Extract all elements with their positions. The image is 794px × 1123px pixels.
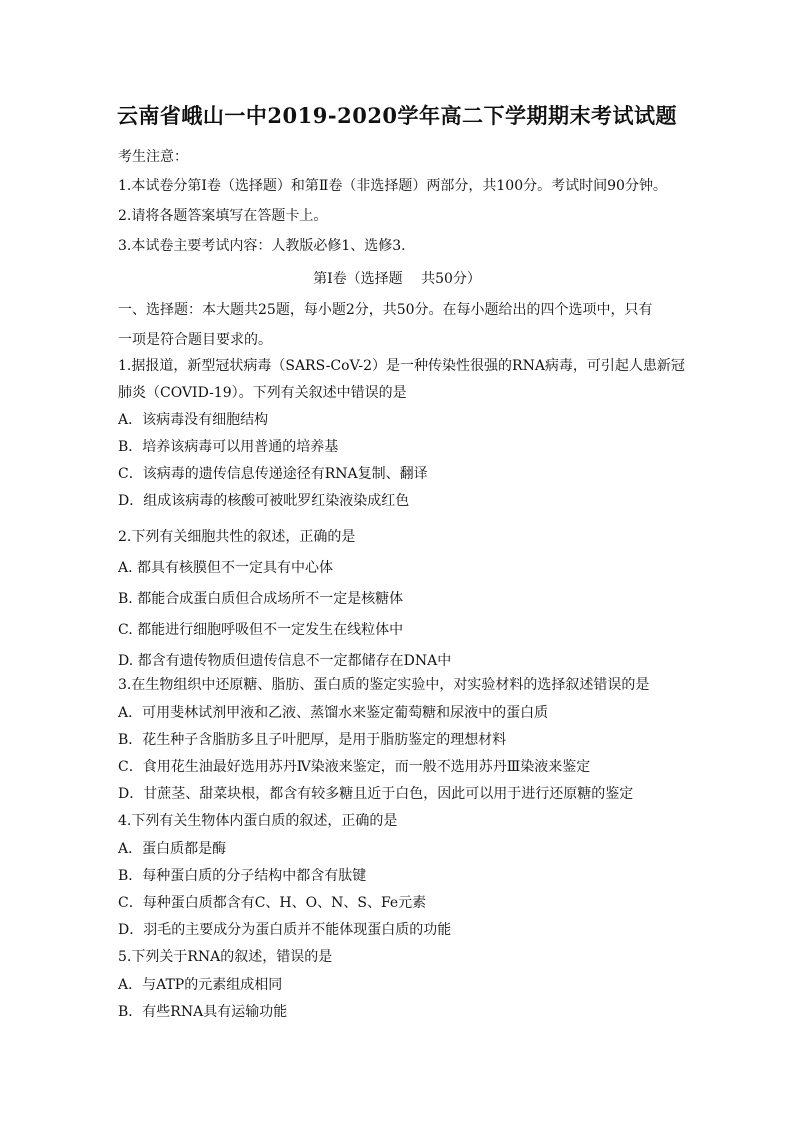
question-1-stem: 肺炎（COVID-19）。下列有关叙述中错误的是 (118, 385, 407, 401)
question-3-option-d: D．甘蔗茎、甜菜块根，都含有较多糖且近于白色，因此可以用于进行还原糖的鉴定 (118, 786, 634, 802)
instructions-line: 一、选择题：本大题共25题，每小题2分，共50分。在每小题给出的四个选项中，只有 (118, 302, 653, 318)
question-2-option-a: A. 都具有核膜但不一定具有中心体 (118, 560, 334, 576)
question-2-stem: 2.下列有关细胞共性的叙述，正确的是 (118, 529, 356, 545)
question-2-option-c: C. 都能进行细胞呼吸但不一定发生在线粒体中 (118, 622, 404, 638)
question-1-option-b: B．培养该病毒可以用普通的培养基 (118, 439, 339, 455)
question-1-option-c: C．该病毒的遗传信息传递途径有RNA复制、翻译 (118, 466, 428, 482)
question-1-option-d: D．组成该病毒的核酸可被吡罗红染液染成红色 (118, 493, 410, 509)
question-1-option-a: A．该病毒没有细胞结构 (118, 412, 269, 428)
question-5-option-a: A．与ATP的元素组成相同 (118, 977, 283, 993)
notice-item: 1.本试卷分第Ⅰ卷（选择题）和第Ⅱ卷（非选择题）两部分，共100分。考试时间90分钟。 (118, 178, 667, 194)
question-4-option-d: D．羽毛的主要成分为蛋白质并不能体现蛋白质的功能 (118, 922, 452, 938)
question-4-option-b: B．每种蛋白质的分子结构中都含有肽键 (118, 868, 367, 884)
question-3-option-c: C．食用花生油最好选用苏丹Ⅳ染液来鉴定，而一般不选用苏丹Ⅲ染液来鉴定 (118, 759, 591, 775)
notice-item: 2.请将各题答案填写在答题卡上。 (118, 208, 328, 224)
question-5-option-b: B．有些RNA具有运输功能 (118, 1004, 288, 1020)
question-3-stem: 3.在生物组织中还原糖、脂肪、蛋白质的鉴定实验中，对实验材料的选择叙述错误的是 (118, 677, 650, 693)
document-title: 云南省峨山一中2019-2020学年高二下学期期末考试试题 (116, 103, 678, 128)
question-5-stem: 5.下列关于RNA的叙述，错误的是 (118, 949, 333, 965)
question-4-option-c: C．每种蛋白质都含有C、H、O、N、S、Fe元素 (118, 895, 427, 911)
question-2-option-b: B. 都能合成蛋白质但合成场所不一定是核糖体 (118, 591, 404, 607)
question-2-option-d: D. 都含有遗传物质但遗传信息不一定都储存在DNA中 (118, 653, 452, 669)
section-title: 第Ⅰ卷（选择题 共50分） (313, 271, 481, 287)
question-4-option-a: A．蛋白质都是酶 (118, 841, 227, 857)
question-1-stem: 1.据报道，新型冠状病毒（SARS-CoV-2）是一种传染性很强的RNA病毒，可引起人患新冠 (118, 358, 685, 374)
instructions-line: 一项是符合题目要求的。 (118, 332, 272, 348)
notice-heading: 考生注意： (118, 149, 188, 165)
notice-item: 3.本试卷主要考试内容：人教版必修1、选修3. (118, 238, 406, 254)
question-3-option-b: B．花生种子含脂肪多且子叶肥厚，是用于脂肪鉴定的理想材料 (118, 732, 507, 748)
question-4-stem: 4.下列有关生物体内蛋白质的叙述，正确的是 (118, 813, 398, 829)
question-3-option-a: A．可用斐林试剂甲液和乙液、蒸馏水来鉴定葡萄糖和尿液中的蛋白质 (118, 705, 549, 721)
